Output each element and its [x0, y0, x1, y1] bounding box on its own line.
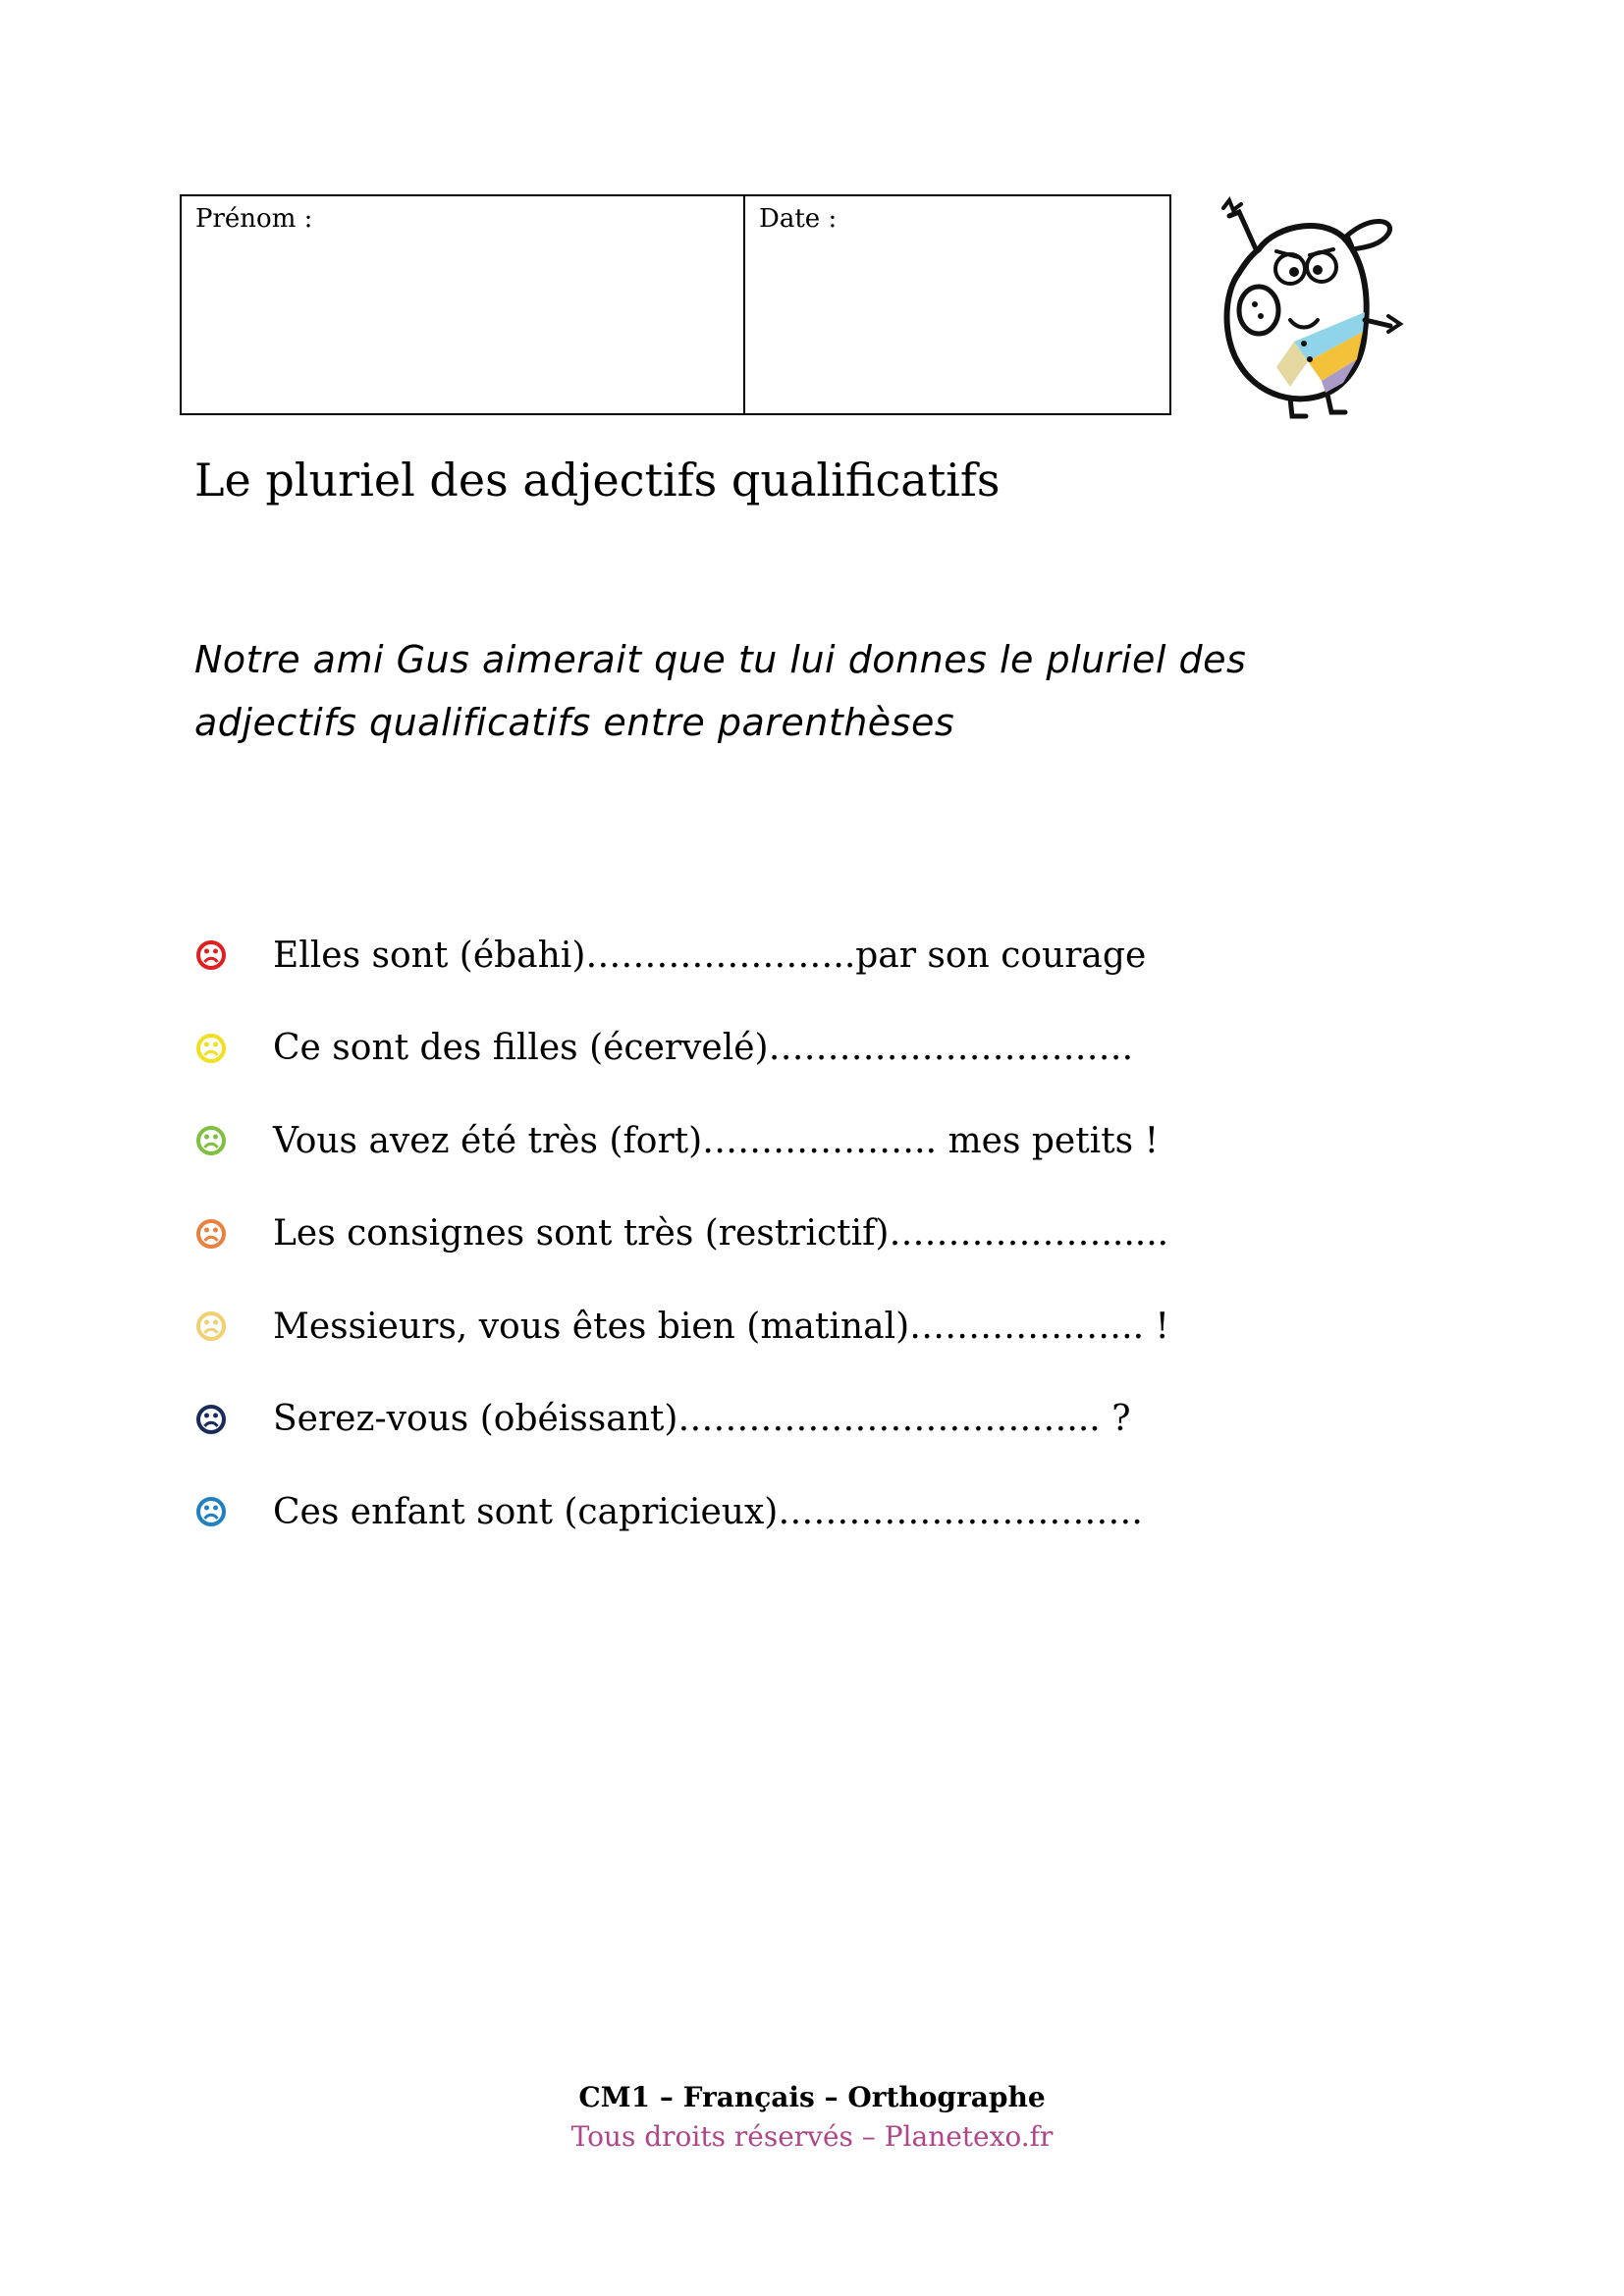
- exercise-item: [194, 1188, 1432, 1281]
- sad-face-bullet-icon: [194, 1217, 228, 1251]
- date-label: Date :: [759, 204, 838, 234]
- instructions-line-1: Notre ami Gus aimerait que tu lui donnes le pluriel des: [194, 638, 1247, 681]
- sad-face-bullet-icon: [194, 1495, 228, 1528]
- sad-face-bullet-icon: [194, 1032, 228, 1065]
- gus-sheep-mascot-icon: [1200, 194, 1416, 420]
- instructions-line-2: adjectifs qualificatifs entre parenthèses: [194, 701, 955, 744]
- exercise-sentence[interactable]: Messieurs, vous êtes bien (matinal)……………….. !: [273, 1306, 1169, 1347]
- exercise-item: [194, 1466, 1432, 1559]
- exercise-sentence[interactable]: Les consignes sont très (restrictif)………………......: [273, 1213, 1169, 1255]
- exercise-sentence[interactable]: Vous avez été très (fort)……………….. mes petits !: [273, 1120, 1160, 1161]
- exercise-sentence[interactable]: Serez-vous (obéissant)……………………………... ?: [273, 1399, 1131, 1440]
- exercise-item: [194, 1002, 1432, 1095]
- exercise-item: [194, 909, 1432, 1002]
- exercise-sentence[interactable]: Ces enfant sont (capricieux)………………………….: [273, 1491, 1143, 1532]
- date-field[interactable]: [745, 196, 1169, 413]
- sad-face-bullet-icon: [194, 1124, 228, 1157]
- worksheet-title: Le pluriel des adjectifs qualificatifs: [194, 454, 1001, 507]
- footer-copyright: Tous droits réservés – Planetexo.fr: [570, 2120, 1054, 2153]
- footer-subject: CM1 – Français – Orthographe: [578, 2081, 1046, 2113]
- sad-face-bullet-icon: [194, 1403, 228, 1436]
- exercise-sentence[interactable]: Ce sont des filles (écervelé)………………………….: [273, 1028, 1134, 1069]
- name-label: Prénom :: [195, 204, 313, 234]
- name-field[interactable]: [182, 196, 745, 413]
- exercise-item: [194, 1095, 1432, 1188]
- exercise-item: [194, 1373, 1432, 1467]
- exercise-list: [194, 909, 1432, 1559]
- exercise-item: [194, 1280, 1432, 1373]
- instructions: [194, 628, 1402, 754]
- exercise-sentence[interactable]: Elles sont (ébahi)…………………..par son courage: [273, 934, 1147, 976]
- sad-face-bullet-icon: [194, 938, 228, 972]
- sad-face-bullet-icon: [194, 1309, 228, 1343]
- student-info-table: [180, 194, 1171, 415]
